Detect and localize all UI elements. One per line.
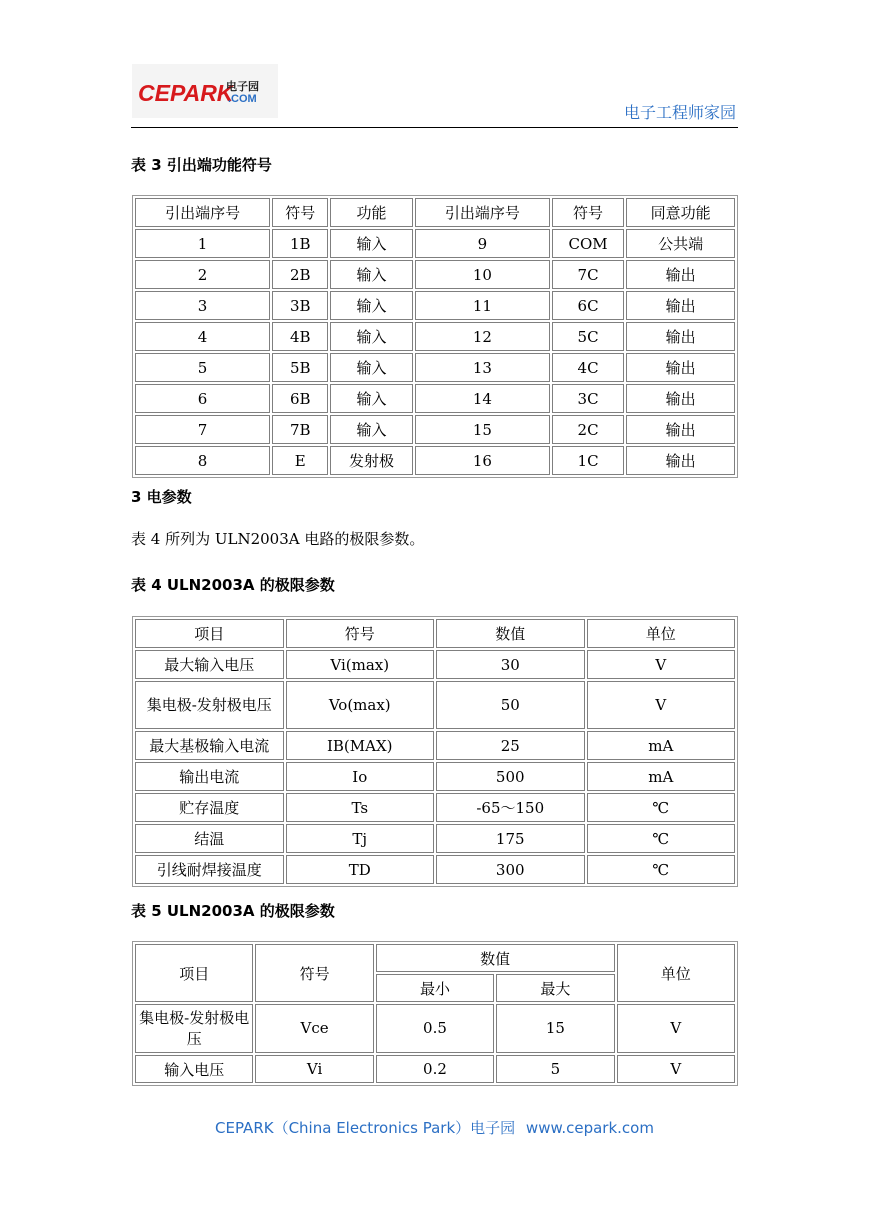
table-row: [135, 291, 735, 320]
table-cell: 300: [436, 855, 585, 884]
table-cell: 输出: [626, 446, 735, 475]
table-cell: 7B: [272, 415, 328, 444]
table-cell: 9: [415, 229, 550, 258]
table-cell: Ts: [286, 793, 435, 822]
logo-text: CEPARK: [138, 80, 234, 106]
table-cell: 6: [135, 384, 270, 413]
table-cell: 14: [415, 384, 550, 413]
table-row: [135, 415, 735, 444]
table-header-cell: 数值: [436, 619, 585, 648]
table-cell: 引线耐焊接温度: [135, 855, 284, 884]
table-cell: COM: [552, 229, 624, 258]
table-cell: 6B: [272, 384, 328, 413]
table-cell: 输入: [330, 415, 413, 444]
table-cell: IB(MAX): [286, 731, 435, 760]
site-name: 电子工程师家园: [623, 103, 736, 122]
table-row: [135, 1004, 735, 1053]
page-footer: [0, 1117, 869, 1138]
section3-text: 表 4 所列为 ULN2003A 电路的极限参数。: [131, 530, 425, 548]
table-cell: 12: [415, 322, 550, 351]
table-cell: 50: [436, 681, 585, 729]
table-cell: 13: [415, 353, 550, 382]
table-cell: 公共端: [626, 229, 735, 258]
table-cell: 2B: [272, 260, 328, 289]
table-cell: 0.5: [376, 1004, 494, 1053]
table-cell: Io: [286, 762, 435, 791]
table-cell: 输入: [330, 322, 413, 351]
table-cell: 7C: [552, 260, 624, 289]
table-header-cell: 引出端序号: [135, 198, 270, 227]
table-header-row: [135, 944, 735, 972]
table-row: [135, 731, 735, 760]
table-cell: 3C: [552, 384, 624, 413]
table-row: [135, 824, 735, 853]
table-cell: 5C: [552, 322, 624, 351]
table-cell: 集电极-发射极电压: [135, 681, 284, 729]
table-header-cell: 项目: [135, 944, 253, 1002]
table-cell: mA: [587, 762, 736, 791]
table-cell: Tj: [286, 824, 435, 853]
table-cell: 7: [135, 415, 270, 444]
table-cell: 输出: [626, 384, 735, 413]
table-cell: E: [272, 446, 328, 475]
table-cell: 25: [436, 731, 585, 760]
table-cell: ℃: [587, 855, 736, 884]
table-header-cell: 引出端序号: [415, 198, 550, 227]
table-cell: 1C: [552, 446, 624, 475]
table5-title: 表 5 ULN2003A 的极限参数: [131, 902, 335, 920]
table-header-cell: 最小: [376, 974, 494, 1002]
table-cell: 4: [135, 322, 270, 351]
table-row: [135, 446, 735, 475]
table-row: [135, 260, 735, 289]
table-row: [135, 793, 735, 822]
table-cell: 15: [415, 415, 550, 444]
table-row: [135, 229, 735, 258]
table-cell: 3B: [272, 291, 328, 320]
table-cell: 5: [135, 353, 270, 382]
table-row: [135, 650, 735, 679]
cepark-logo: [132, 64, 278, 118]
table-cell: V: [617, 1004, 735, 1053]
table-cell: V: [617, 1055, 735, 1083]
table-cell: -65～150: [436, 793, 585, 822]
pin-function-table: [132, 195, 738, 478]
table-cell: 输入电压: [135, 1055, 253, 1083]
table-row: [135, 353, 735, 382]
table-cell: 0.2: [376, 1055, 494, 1083]
table-cell: 6C: [552, 291, 624, 320]
table-header-cell: 符号: [272, 198, 328, 227]
table-cell: 30: [436, 650, 585, 679]
table-header-cell: 符号: [552, 198, 624, 227]
table-cell: 2C: [552, 415, 624, 444]
table3-title: 表 3 引出端功能符号: [131, 156, 272, 174]
table-cell: 5: [496, 1055, 614, 1083]
table-cell: 4B: [272, 322, 328, 351]
table-cell: 集电极-发射极电压: [135, 1004, 253, 1053]
section3-title: 3 电参数: [131, 488, 192, 506]
table-cell: 贮存温度: [135, 793, 284, 822]
table-cell: 175: [436, 824, 585, 853]
table-cell: 1B: [272, 229, 328, 258]
table-row: [135, 384, 735, 413]
table-header-cell: 功能: [330, 198, 413, 227]
table-cell: 输入: [330, 353, 413, 382]
table-header-row: [135, 198, 735, 227]
table-cell: 1: [135, 229, 270, 258]
header-divider: [131, 127, 738, 128]
table-header-cell: 符号: [286, 619, 435, 648]
table-cell: Vi(max): [286, 650, 435, 679]
operating-parameters-table: [132, 941, 738, 1086]
table-cell: 3: [135, 291, 270, 320]
table-header-cell: 项目: [135, 619, 284, 648]
table-cell: 11: [415, 291, 550, 320]
table-cell: Vo(max): [286, 681, 435, 729]
table-header-cell: 数值: [376, 944, 615, 972]
table-cell: 5B: [272, 353, 328, 382]
table-cell: 输出: [626, 353, 735, 382]
table-cell: 结温: [135, 824, 284, 853]
table-cell: ℃: [587, 793, 736, 822]
table-cell: TD: [286, 855, 435, 884]
table-row: [135, 855, 735, 884]
table-cell: 输出: [626, 415, 735, 444]
table-row: [135, 762, 735, 791]
table-cell: Vi: [255, 1055, 373, 1083]
table-cell: 发射极: [330, 446, 413, 475]
table4-title: 表 4 ULN2003A 的极限参数: [131, 576, 335, 594]
table-header-cell: 符号: [255, 944, 373, 1002]
table-header-row: [135, 619, 735, 648]
table-header-cell: 单位: [587, 619, 736, 648]
table-cell: 2: [135, 260, 270, 289]
table-cell: 最大输入电压: [135, 650, 284, 679]
table-header-cell: 同意功能: [626, 198, 735, 227]
table-header-cell: 最大: [496, 974, 614, 1002]
table-cell: 4C: [552, 353, 624, 382]
table-cell: 10: [415, 260, 550, 289]
table-row: [135, 681, 735, 729]
table-cell: 15: [496, 1004, 614, 1053]
table-cell: 输入: [330, 229, 413, 258]
table-cell: 输入: [330, 291, 413, 320]
table-cell: 最大基极输入电流: [135, 731, 284, 760]
table-row: [135, 1055, 735, 1083]
table-cell: 输出: [626, 322, 735, 351]
table-row: [135, 322, 735, 351]
table-cell: 输出: [626, 260, 735, 289]
table-cell: 输出电流: [135, 762, 284, 791]
table-cell: V: [587, 650, 736, 679]
table-cell: Vce: [255, 1004, 373, 1053]
logo-cn: 电子园: [226, 80, 259, 93]
footer-text: CEPARK（China Electronics Park）电子园: [215, 1119, 516, 1137]
table-cell: V: [587, 681, 736, 729]
table-cell: 输入: [330, 260, 413, 289]
table-cell: 输入: [330, 384, 413, 413]
table-cell: 输出: [626, 291, 735, 320]
table-cell: 500: [436, 762, 585, 791]
footer-link[interactable]: www.cepark.com: [525, 1119, 654, 1137]
logo-com: .COM: [228, 93, 257, 105]
table-cell: 8: [135, 446, 270, 475]
limit-parameters-table: [132, 616, 738, 887]
table-cell: 16: [415, 446, 550, 475]
table-header-cell: 单位: [617, 944, 735, 1002]
table-cell: mA: [587, 731, 736, 760]
table-cell: ℃: [587, 824, 736, 853]
